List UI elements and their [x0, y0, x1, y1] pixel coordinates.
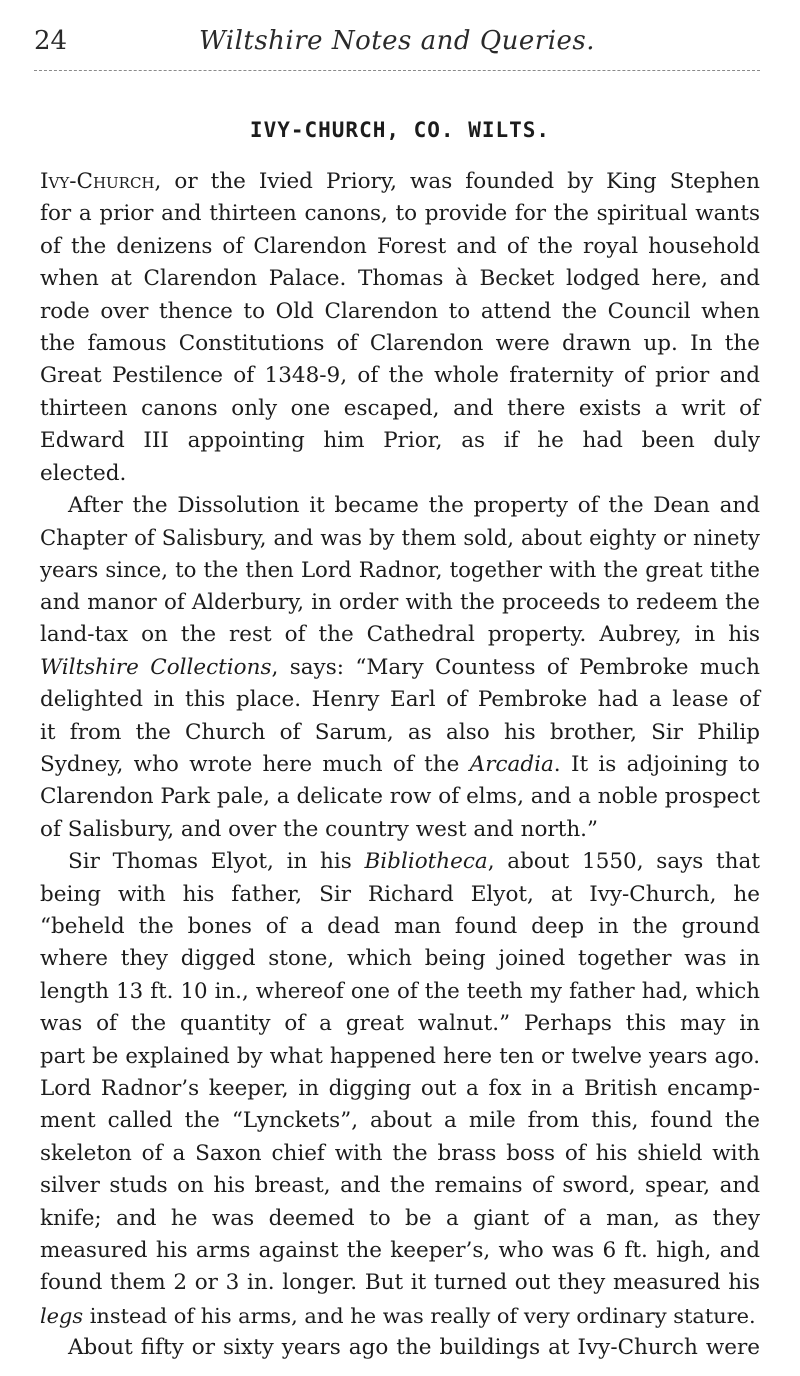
article-body	[40, 166, 760, 1364]
italic-title: Bibliotheca	[364, 849, 488, 875]
text-line: “beheld the bones of a dead man found deep in the ground	[40, 913, 760, 939]
text-line: Lord Radnor’s keeper, in digging out a fox in a British encamp-	[40, 1075, 760, 1101]
page-number: 24	[34, 26, 68, 56]
text-line: Sir Thomas Elyot, in his Bibliotheca, about 1550, says that	[68, 849, 760, 875]
text-line: years since, to the then Lord Radnor, together with the great tithe	[40, 557, 760, 583]
text-line: when at Clarendon Palace. Thomas à Becket lodged here, and	[40, 266, 760, 292]
text-line: thirteen canons only one escaped, and there exists a writ of	[40, 395, 760, 421]
text-line: silver studs on his breast, and the remains of sword, spear, and	[40, 1173, 760, 1199]
italic-title: Arcadia	[469, 752, 554, 778]
text-line: land-tax on the rest of the Cathedral property. Aubrey, in his	[40, 622, 760, 648]
text-line: Wiltshire Collections, says: “Mary Countess of Pembroke much	[40, 654, 760, 680]
text-line: After the Dissolution it became the property of the Dean and	[68, 492, 760, 518]
text-line: for a prior and thirteen canons, to provide for the spiritual wants	[40, 201, 760, 227]
text-line: ment called the “Lynckets”, about a mile from this, found the	[40, 1108, 760, 1134]
page-header	[34, 26, 760, 62]
italic-title: Wiltshire Collections	[40, 654, 272, 680]
text-line: Sydney, who wrote here much of the Arcadia. It is adjoining to	[40, 752, 760, 778]
article-title: IVY-CHURCH, CO. WILTS.	[249, 118, 551, 142]
text-line: where they digged stone, which being joined together was in	[40, 946, 760, 972]
lead-in: Ivy-Church	[40, 169, 155, 194]
text-line: Great Pestilence of 1348-9, of the whole fraternity of prior and	[40, 363, 760, 389]
text-line: length 13 ft. 10 in., whereof one of the teeth my father had, which	[40, 978, 760, 1004]
text-line: was of the quantity of a great walnut.” Perhaps this may in	[40, 1011, 760, 1037]
text-line: knife; and he was deemed to be a giant of a man, as they	[40, 1205, 760, 1231]
text-line: the famous Constitutions of Clarendon were drawn up. In the	[40, 330, 760, 356]
text-line: skeleton of a Saxon chief with the brass boss of his shield with	[40, 1140, 760, 1166]
text-line: delighted in this place. Henry Earl of Pembroke had a lease of	[40, 687, 760, 713]
text-line: measured his arms against the keeper’s, who was 6 ft. high, and	[40, 1237, 760, 1263]
text-line: legs instead of his arms, and he was really of very ordinary stature.	[40, 1303, 756, 1328]
text-line: Ivy-Church, or the Ivied Priory, was founded by King Stephen	[40, 169, 760, 194]
text-line: Chapter of Salisbury, and was by them sold, about eighty or ninety	[40, 525, 760, 551]
text-line: part be explained by what happened here ten or twelve years ago.	[40, 1043, 760, 1069]
text-line: it from the Church of Sarum, as also his brother, Sir Philip	[40, 719, 760, 745]
text-line: Edward III appointing him Prior, as if he had been duly	[40, 428, 760, 454]
running-title: Wiltshire Notes and Queries.	[198, 26, 595, 56]
text-line: Clarendon Park pale, a delicate row of elms, and a noble prospect	[40, 784, 760, 810]
text-line: of Salisbury, and over the country west and north.”	[40, 816, 599, 842]
italic-word: legs	[40, 1303, 84, 1328]
text-line: of the denizens of Clarendon Forest and of the royal household	[40, 233, 760, 259]
text-line: and manor of Alderbury, in order with the proceeds to redeem the	[40, 590, 760, 616]
text-line: About fifty or sixty years ago the buildings at Ivy-Church were	[68, 1335, 760, 1361]
text-line: found them 2 or 3 in. longer. But it turned out they measured his	[40, 1270, 760, 1296]
text-line: rode over thence to Old Clarendon to attend the Council when	[40, 298, 760, 324]
text-line: elected.	[40, 460, 127, 486]
text-line: being with his father, Sir Richard Elyot, at Ivy-Church, he	[40, 881, 760, 907]
header-rule	[34, 70, 760, 71]
